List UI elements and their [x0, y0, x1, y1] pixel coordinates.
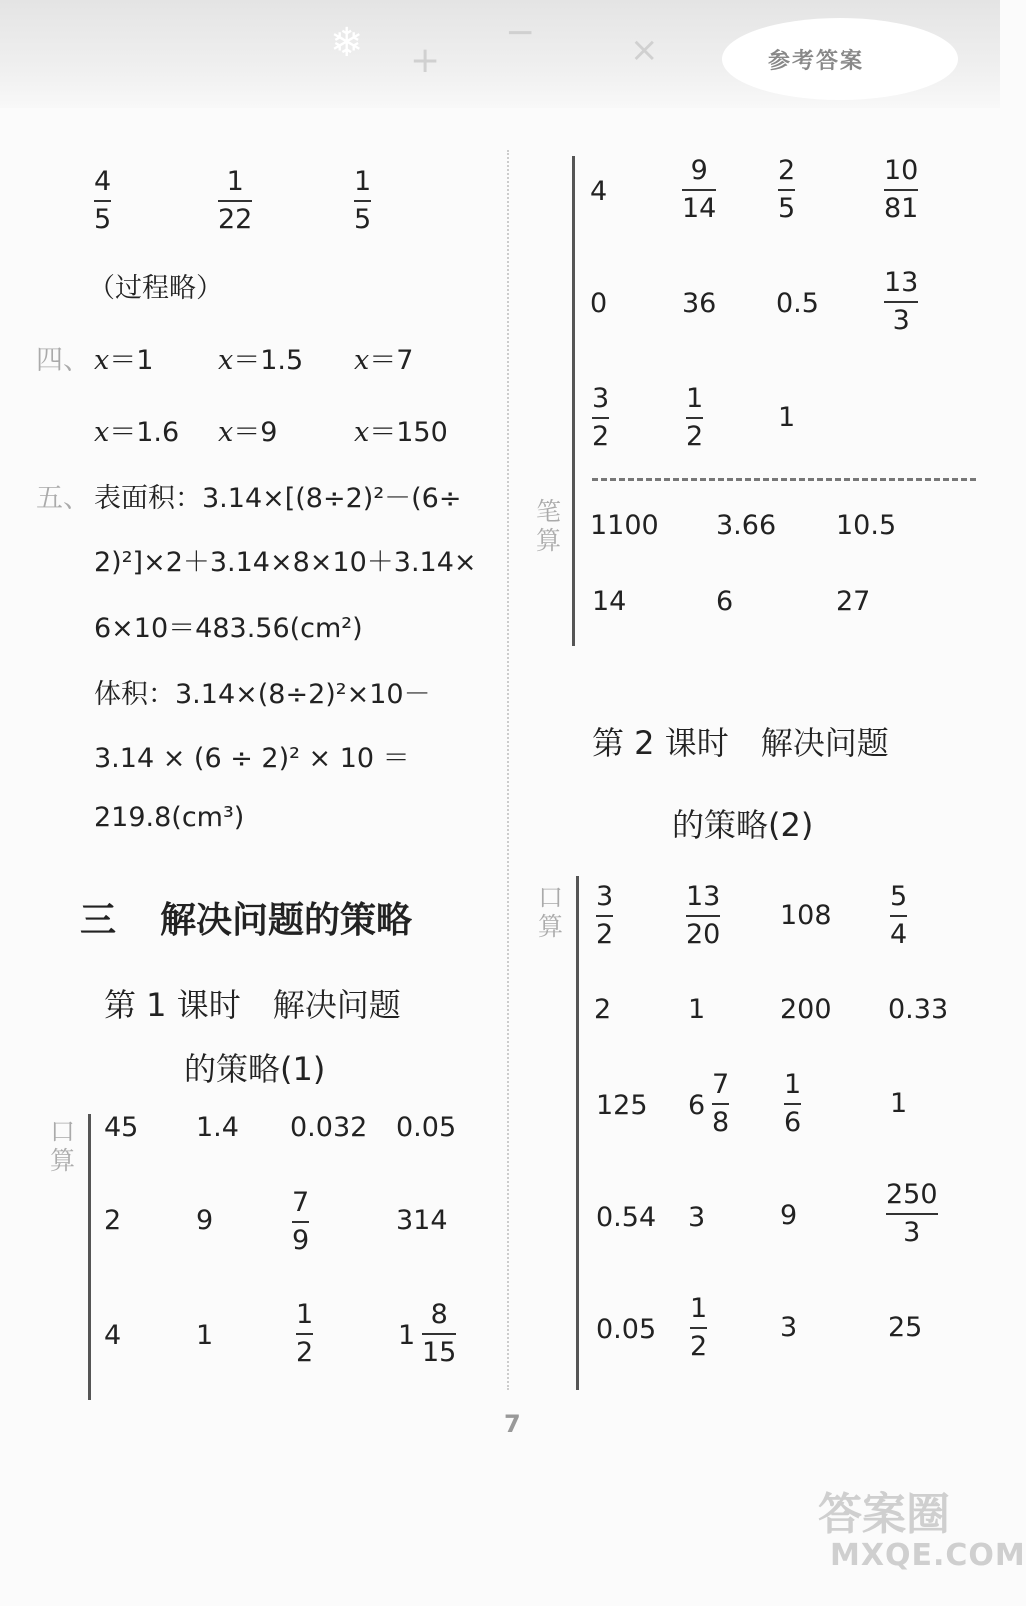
fraction: 2 5 [778, 155, 796, 224]
answer-value: 0.5 [776, 288, 819, 319]
fraction: 13 3 [884, 267, 919, 336]
side-label: 口 算 [50, 1117, 76, 1175]
answer-value: 45 [104, 1112, 139, 1143]
fraction: 10 81 [884, 155, 919, 224]
answer-value: 4 [590, 176, 608, 207]
question-number: 五、 [36, 483, 90, 514]
answer-value: 3 [688, 1202, 706, 1233]
fraction: 3 2 [592, 383, 610, 452]
minus-icon: − [505, 12, 536, 53]
fraction: 1 22 [218, 166, 253, 235]
fraction: 9 14 [682, 155, 717, 224]
unit-title: 解决问题的策略 [160, 900, 413, 941]
fraction: 5 4 [890, 881, 908, 950]
formula-line: 表面积：3.14×[(8÷2)²－(6÷ [94, 483, 462, 514]
formula-line: 3.14 × (6 ÷ 2)² × 10 ＝ [94, 743, 410, 774]
answer-value: 0.032 [290, 1112, 368, 1143]
side-label: 口 算 [538, 883, 564, 941]
answer-value: 14 [592, 586, 627, 617]
formula-line: 219.8(cm³) [94, 802, 245, 833]
answer-value: 108 [780, 900, 832, 931]
fraction: 1 6 [784, 1069, 802, 1138]
side-label: 笔 算 [536, 497, 562, 555]
answer-value: 0 [590, 288, 608, 319]
dashed-separator [592, 478, 976, 481]
answer-value: 6 [716, 586, 734, 617]
answer-value: 27 [836, 586, 871, 617]
formula-line: 6×10＝483.56(cm²) [94, 613, 363, 644]
page-number: 7 [504, 1410, 521, 1438]
answer-x: x＝9 [218, 417, 278, 448]
fraction: 7 8 [712, 1069, 730, 1138]
column-divider [576, 876, 579, 1390]
answer-x: x＝1.5 [218, 345, 304, 376]
plus-icon: + [410, 40, 441, 81]
lesson-title: 第 1 课时 解决问题 [104, 986, 401, 1024]
answer-value: 0.05 [596, 1314, 657, 1345]
fraction: 7 9 [292, 1187, 310, 1256]
question-number: 四、 [36, 345, 90, 376]
center-divider [507, 150, 509, 1390]
answer-value: 10.5 [836, 510, 897, 541]
mixed-number-whole: 6 [688, 1090, 706, 1121]
fraction: 4 5 [94, 166, 112, 235]
answer-value: 9 [196, 1205, 214, 1236]
answer-value: 200 [780, 994, 832, 1025]
process-note: （过程略） [88, 273, 223, 304]
fraction: 8 15 [422, 1299, 457, 1368]
answer-value: 125 [596, 1090, 648, 1121]
answer-value: 0.33 [888, 994, 949, 1025]
answer-x: x＝150 [354, 417, 448, 448]
answer-value: 4 [104, 1320, 122, 1351]
times-icon: × [630, 30, 659, 70]
formula-line: 体积：3.14×(8÷2)²×10－ [94, 679, 431, 710]
answer-value: 36 [682, 288, 717, 319]
answer-value: 9 [780, 1200, 798, 1231]
answer-value: 25 [888, 1312, 923, 1343]
answer-x: x＝1.6 [94, 417, 180, 448]
formula-line: 2)²]×2＋3.14×8×10＋3.14× [94, 547, 477, 578]
mixed-number-whole: 1 [398, 1320, 416, 1351]
watermark-url: MXQE.COM [830, 1538, 1026, 1573]
fraction: 13 20 [686, 881, 721, 950]
answer-value: 314 [396, 1205, 448, 1236]
answer-value: 3 [780, 1312, 798, 1343]
answer-value: 1 [196, 1320, 214, 1351]
column-divider [572, 156, 575, 646]
answer-badge-label: 参考答案 [768, 49, 865, 74]
answer-value: 1 [688, 994, 706, 1025]
answer-value: 1.4 [196, 1112, 239, 1143]
fraction: 1 5 [354, 166, 372, 235]
lesson-title: 的策略(1) [184, 1050, 326, 1088]
fraction: 1 2 [690, 1293, 708, 1362]
answer-x: x＝1 [94, 345, 154, 376]
unit-number: 三 [80, 900, 117, 941]
answer-value: 1 [778, 402, 796, 433]
answer-value: 2 [594, 994, 612, 1025]
column-divider [88, 1114, 91, 1400]
answer-value: 1 [890, 1088, 908, 1119]
fraction: 1 2 [296, 1299, 314, 1368]
watermark-chinese: 答案圈 [818, 1489, 950, 1540]
lesson-title: 第 2 课时 解决问题 [592, 724, 889, 762]
answer-value: 3.66 [716, 510, 777, 541]
fraction: 1 2 [686, 383, 704, 452]
answer-value: 0.54 [596, 1202, 657, 1233]
answer-value: 1100 [590, 510, 659, 541]
lesson-title: 的策略(2) [672, 806, 814, 844]
answer-value: 0.05 [396, 1112, 457, 1143]
answer-value: 2 [104, 1205, 122, 1236]
fraction: 3 2 [596, 881, 614, 950]
answer-x: x＝7 [354, 345, 414, 376]
snow-icon: ❄ [330, 20, 364, 66]
fraction: 250 3 [886, 1179, 938, 1248]
